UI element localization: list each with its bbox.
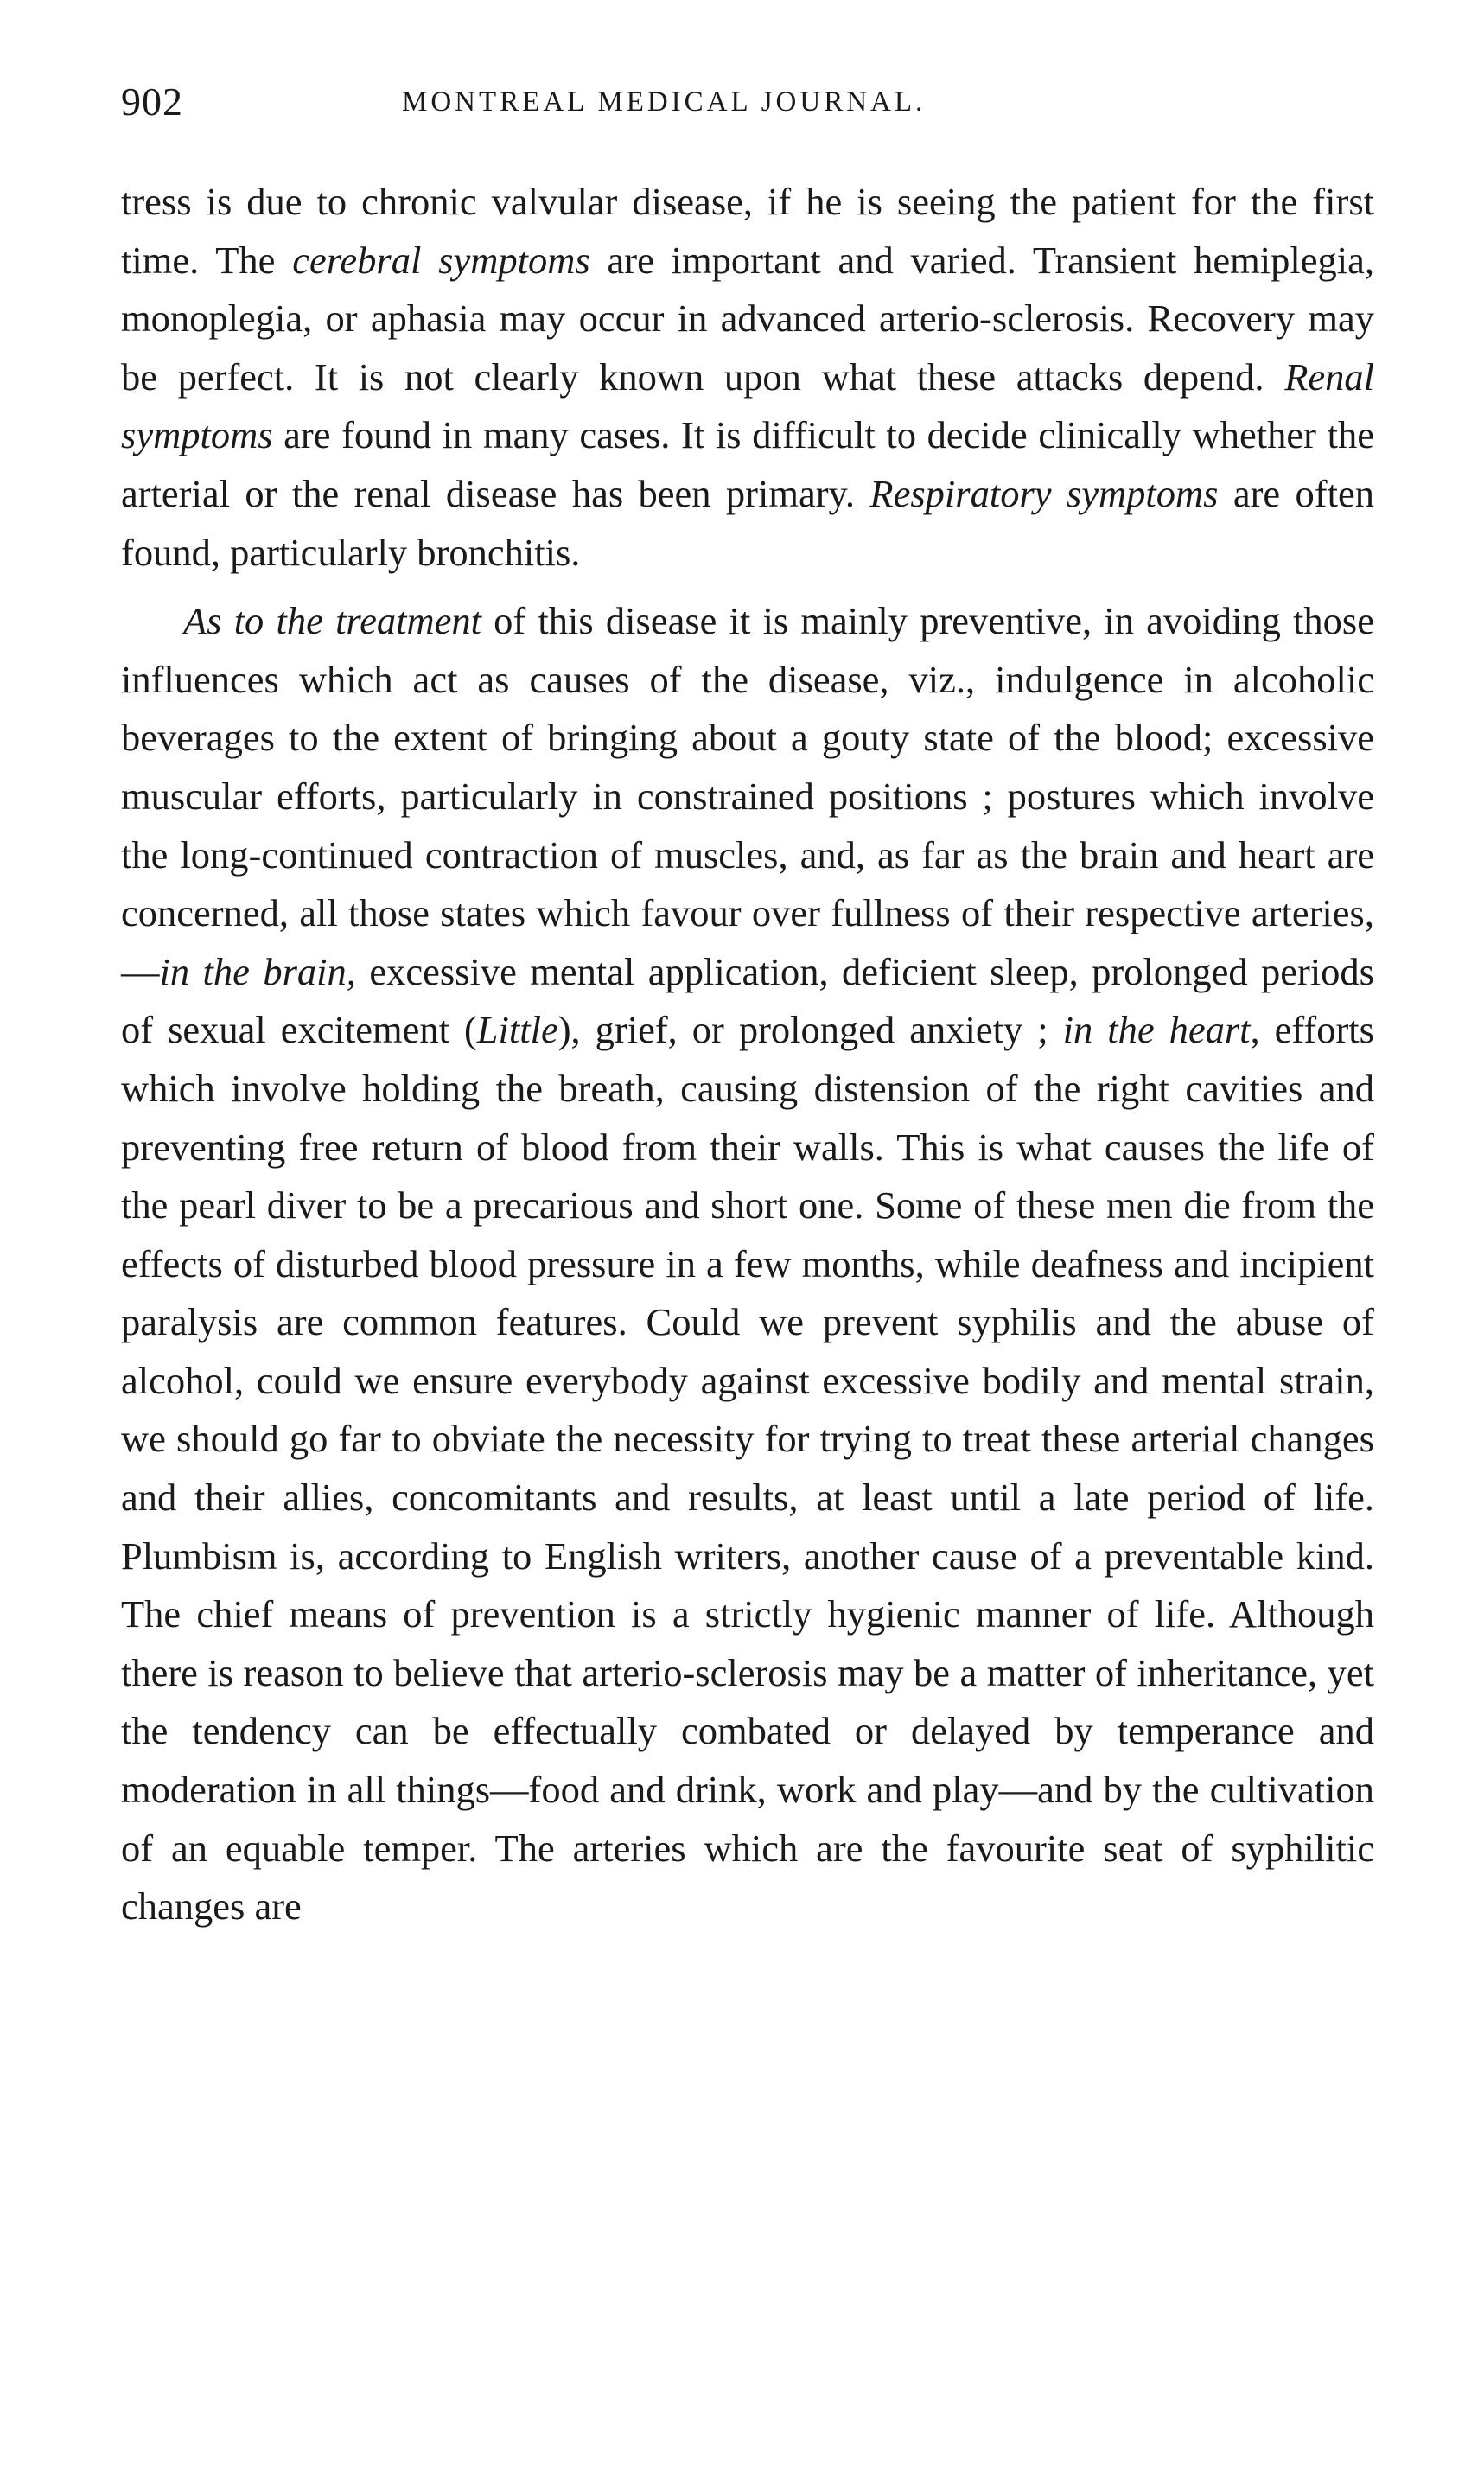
paragraph-symptoms [121,173,1374,582]
italic-in-the-brain: in the brain, [159,949,356,993]
paragraph-treatment [121,592,1374,1936]
italic-in-the-heart: in the heart, [1062,1008,1260,1052]
body-text [121,173,1374,1936]
text-span: of this disease it is mainly preventive, in avoiding those influences which act as causes of the disease, viz., indulgence in alcoholic beverages to the extent of bringing about a gouty state of the blood; excessive muscular efforts, particularly in constrained positions ; postures which involve the long-continued contraction of muscles, and, as far as the brain and heart are concerned, all those states which favour over fullness of their respective arteries,— [121,599,1374,993]
text-span: are often found, particularly bronchitis. [121,471,1374,574]
italic-respiratory-symptoms: Respiratory symptoms [869,471,1219,515]
italic-little: Little [476,1008,558,1052]
italic-as-to-the-treatment: As to the treatment [183,599,481,643]
text-span: efforts which involve holding the breath, causing distension of the right cavities and preventing free return of blood from their walls. This is what causes the life of the pearl diver to be a precarious and short one. Some of these men die from the effects of disturbed blood pressure in a few months, while deafness and incipient paralysis are common features. Could we prevent syphilis and the abuse of alcohol, could we ensure everybody against excessive bodily and mental strain, we should go far to obviate the necessity for trying to treat these arterial changes and their allies, concomitants and results, at least until a late period of life. Plumbism is, according to English writers, another cause of a preventable kind. The chief means of prevention is a strictly hygienic manner of life. Although there is reason to believe that arterio-sclerosis may be a matter of inheritance, yet the tendency can be effectually combated or delayed by temperance and moderation in all things—food and drink, work and play—and by the cultivation of an equable temper. The arteries which are the favourite seat of syphilitic changes are [121,1008,1374,1929]
page-header [121,76,1374,137]
italic-cerebral-symptoms: cerebral symptoms [292,238,590,282]
page-number: 902 [121,80,183,124]
text-span: excessive mental application, deficient sleep, prolonged periods of sexual excitement ( [121,949,1374,1052]
text-span: ), grief, or prolonged anxiety ; [557,1008,1063,1052]
italic-renal-symptoms: Renal symptoms [121,354,1374,457]
text-span: are important and varied. Transient hemiplegia, monoplegia, or aphasia may occur in advanced arterio-sclerosis. Recovery may be perfect. It is not clearly known upon what these attacks depend. [121,238,1375,399]
text-span: tress is due to chronic valvular disease, if he is seeing the patient for the first time. The [121,180,1374,282]
text-span: are found in many cases. It is difficult to decide clinically whether the arterial or the renal disease has been primary. [121,413,1374,515]
running-head: MONTREAL MEDICAL JOURNAL. [402,86,927,118]
